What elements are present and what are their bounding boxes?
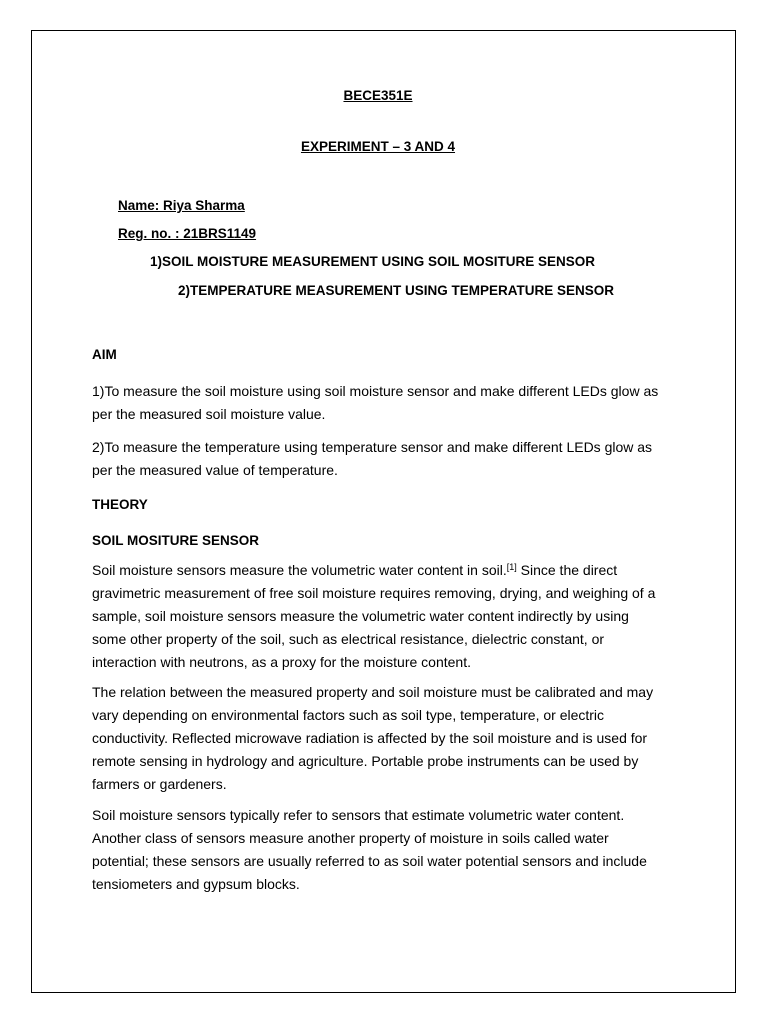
- aim-item-2-line: 2)To measure the temperature using temperature sensor and make different LEDs glow as: [92, 439, 653, 455]
- sensor-subheading: SOIL MOSITURE SENSOR: [92, 533, 260, 548]
- aim-item-2: [92, 436, 682, 482]
- paragraph-line: potential; these sensors are usually referred to as soil water potential sensors and include: [92, 853, 647, 869]
- student-name: Name: Riya Sharma: [118, 198, 245, 213]
- aim-item-1-line: per the measured soil moisture value.: [92, 406, 326, 422]
- paragraph-line: Soil moisture sensors typically refer to sensors that estimate volumetric water content.: [92, 807, 625, 823]
- paragraph-line: tensiometers and gypsum blocks.: [92, 876, 300, 892]
- paragraph-line: [92, 559, 682, 582]
- paragraph-line: vary depending on environmental factors such as soil type, temperature, or electric: [92, 707, 605, 723]
- experiment-title-1: 1)SOIL MOISTURE MEASUREMENT USING SOIL MOSITURE SENSOR: [150, 254, 596, 269]
- aim-item-1: [92, 380, 682, 426]
- experiment-title: EXPERIMENT – 3 AND 4: [300, 139, 456, 154]
- theory-heading: THEORY: [92, 497, 148, 512]
- citation-link[interactable]: [1]: [506, 562, 517, 572]
- theory-paragraph-3: [92, 804, 682, 896]
- paragraph-line: Another class of sensors measure another property of moisture in soils called water: [92, 830, 609, 846]
- paragraph-line: interaction with neutrons, as a proxy for the moisture content.: [92, 654, 471, 670]
- paragraph-line: gravimetric measurement of free soil moisture requires removing, drying, and weighing of a: [92, 585, 656, 601]
- paragraph-line: farmers or gardeners.: [92, 776, 227, 792]
- paragraph-line: remote sensing in hydrology and agriculture. Portable probe instruments can be used by: [92, 753, 639, 769]
- registration-number: Reg. no. : 21BRS1149: [118, 226, 257, 241]
- course-code: BECE351E: [343, 88, 413, 103]
- aim-item-2-line: per the measured value of temperature.: [92, 462, 338, 478]
- theory-paragraph-2: [92, 681, 682, 796]
- paragraph-line: sample, soil moisture sensors measure the volumetric water content indirectly by using: [92, 608, 629, 624]
- aim-item-1-line: 1)To measure the soil moisture using soil moisture sensor and make different LEDs glow as: [92, 383, 659, 399]
- paragraph-line: The relation between the measured property and soil moisture must be calibrated and may: [92, 684, 654, 700]
- paragraph-text: Soil moisture sensors measure the volumetric water content in soil.: [92, 562, 507, 578]
- experiment-title-2: 2)TEMPERATURE MEASUREMENT USING TEMPERATURE SENSOR: [178, 283, 615, 298]
- paragraph-text: Since the direct: [516, 562, 618, 578]
- theory-paragraph-1: [92, 559, 682, 674]
- aim-heading: AIM: [92, 347, 117, 362]
- paragraph-line: some other property of the soil, such as electrical resistance, dielectric constant, or: [92, 631, 605, 647]
- paragraph-line: conductivity. Reflected microwave radiation is affected by the soil moisture and is used for: [92, 730, 648, 746]
